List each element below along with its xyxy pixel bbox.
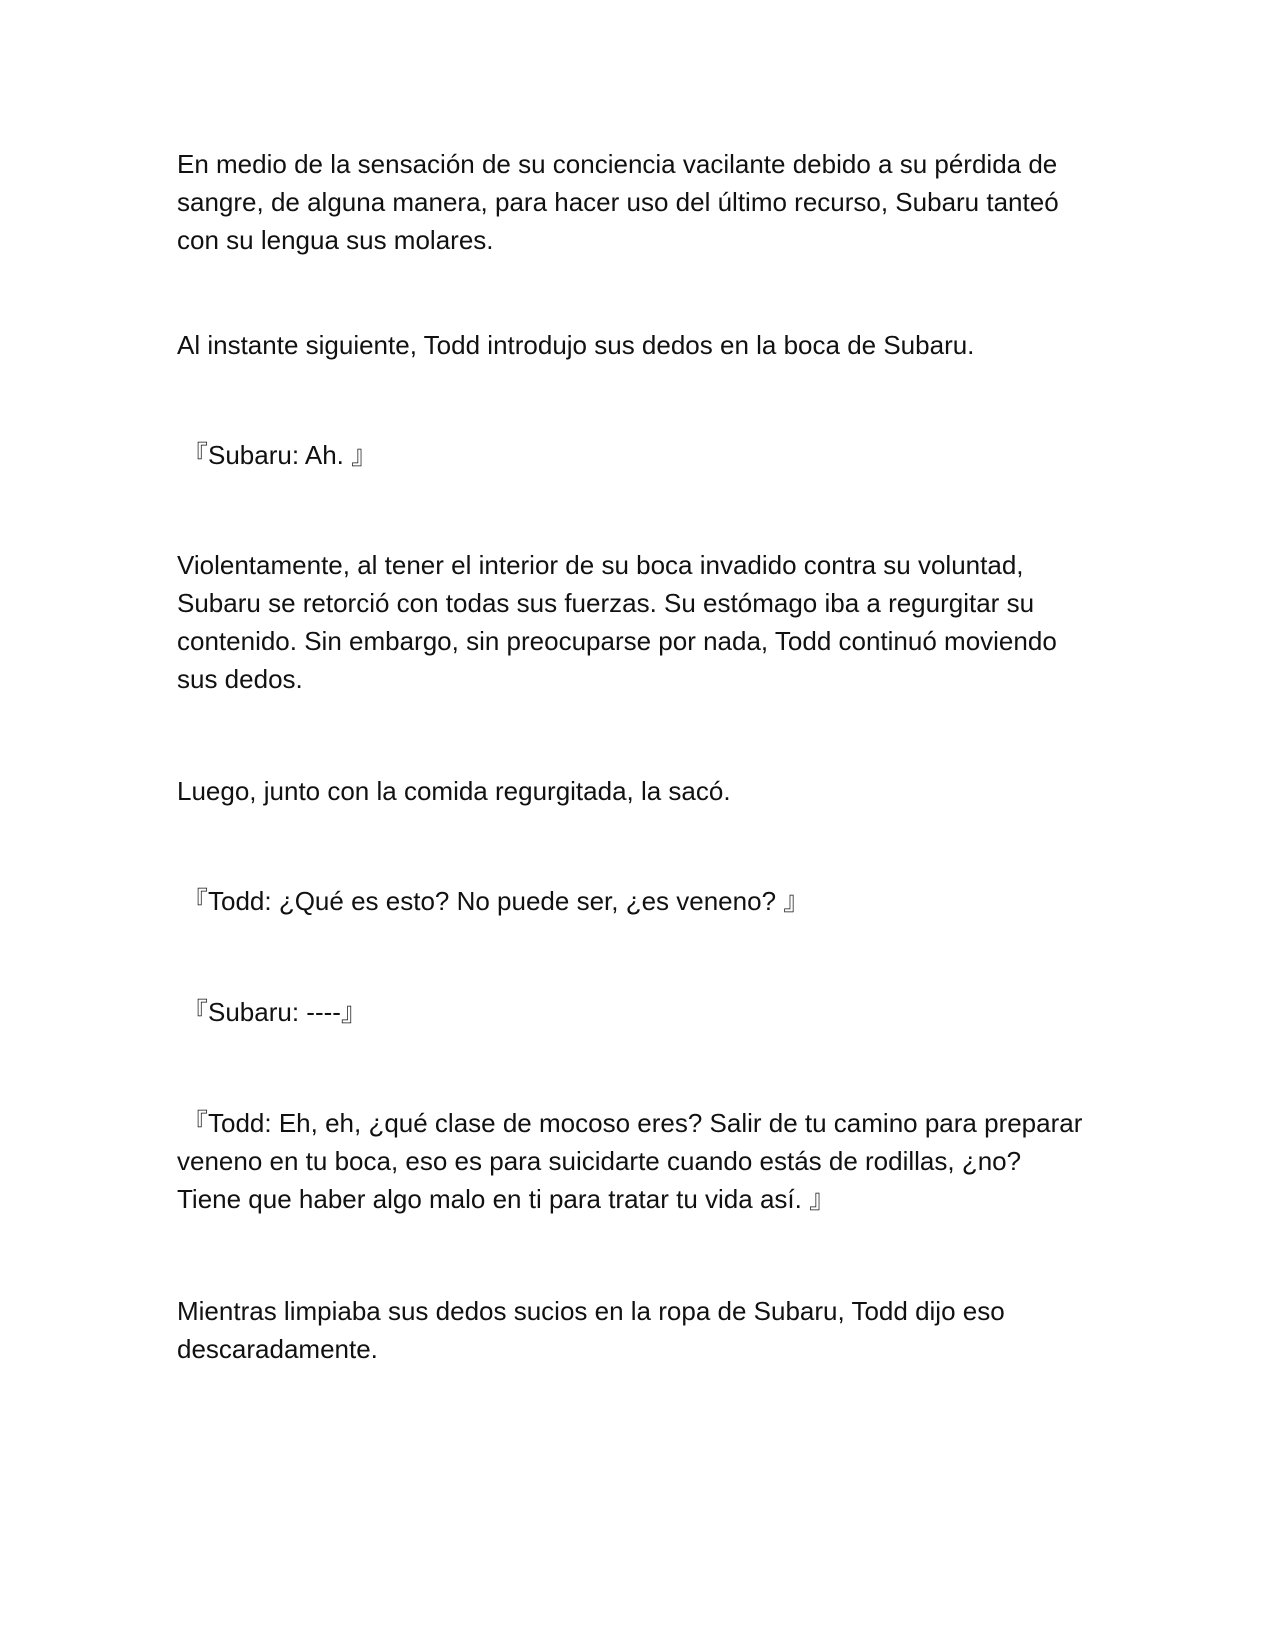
text-line: Al instante siguiente, Todd introdujo sus dedos en la boca de Subaru. [177,330,975,360]
paragraph-9 [177,1292,1107,1368]
text-line: veneno en tu boca, eso es para suicidarte cuando estás de rodillas, ¿no? [177,1146,1022,1176]
dialogue-todd-mocoso [177,1104,1107,1218]
text-line: Mientras limpiaba sus dedos sucios en la ropa de Subaru, Todd dijo eso [177,1296,1005,1326]
text-line: con su lengua sus molares. [177,225,494,255]
text-line: 『Subaru: ----』 [182,997,367,1027]
text-line: 『Todd: ¿Qué es esto? No puede ser, ¿es veneno? 』 [182,886,810,916]
paragraph-5 [177,772,1107,810]
paragraph-1 [177,145,1107,259]
text-line: En medio de la sensación de su conciencia vacilante debido a su pérdida de [177,149,1058,179]
text-line: 『Todd: Eh, eh, ¿qué clase de mocoso eres? Salir de tu camino para preparar [182,1108,1083,1138]
paragraph-4 [177,546,1107,698]
text-line: Tiene que haber algo malo en ti para tratar tu vida así. 』 [177,1184,836,1214]
text-line: Luego, junto con la comida regurgitada, la sacó. [177,776,731,806]
dialogue-todd-veneno [182,882,1112,920]
text-line: 『Subaru: Ah. 』 [182,440,378,470]
dialogue-subaru-ah [182,436,1112,474]
text-line: Violentamente, al tener el interior de su boca invadido contra su voluntad, [177,550,1024,580]
text-line: descaradamente. [177,1334,378,1364]
dialogue-subaru-silence [182,993,1112,1031]
paragraph-2 [177,326,1107,364]
text-line: Subaru se retorció con todas sus fuerzas. Su estómago iba a regurgitar su [177,588,1035,618]
text-line: sus dedos. [177,664,303,694]
text-line: sangre, de alguna manera, para hacer uso del último recurso, Subaru tanteó [177,187,1059,217]
text-line: contenido. Sin embargo, sin preocuparse por nada, Todd continuó moviendo [177,626,1057,656]
